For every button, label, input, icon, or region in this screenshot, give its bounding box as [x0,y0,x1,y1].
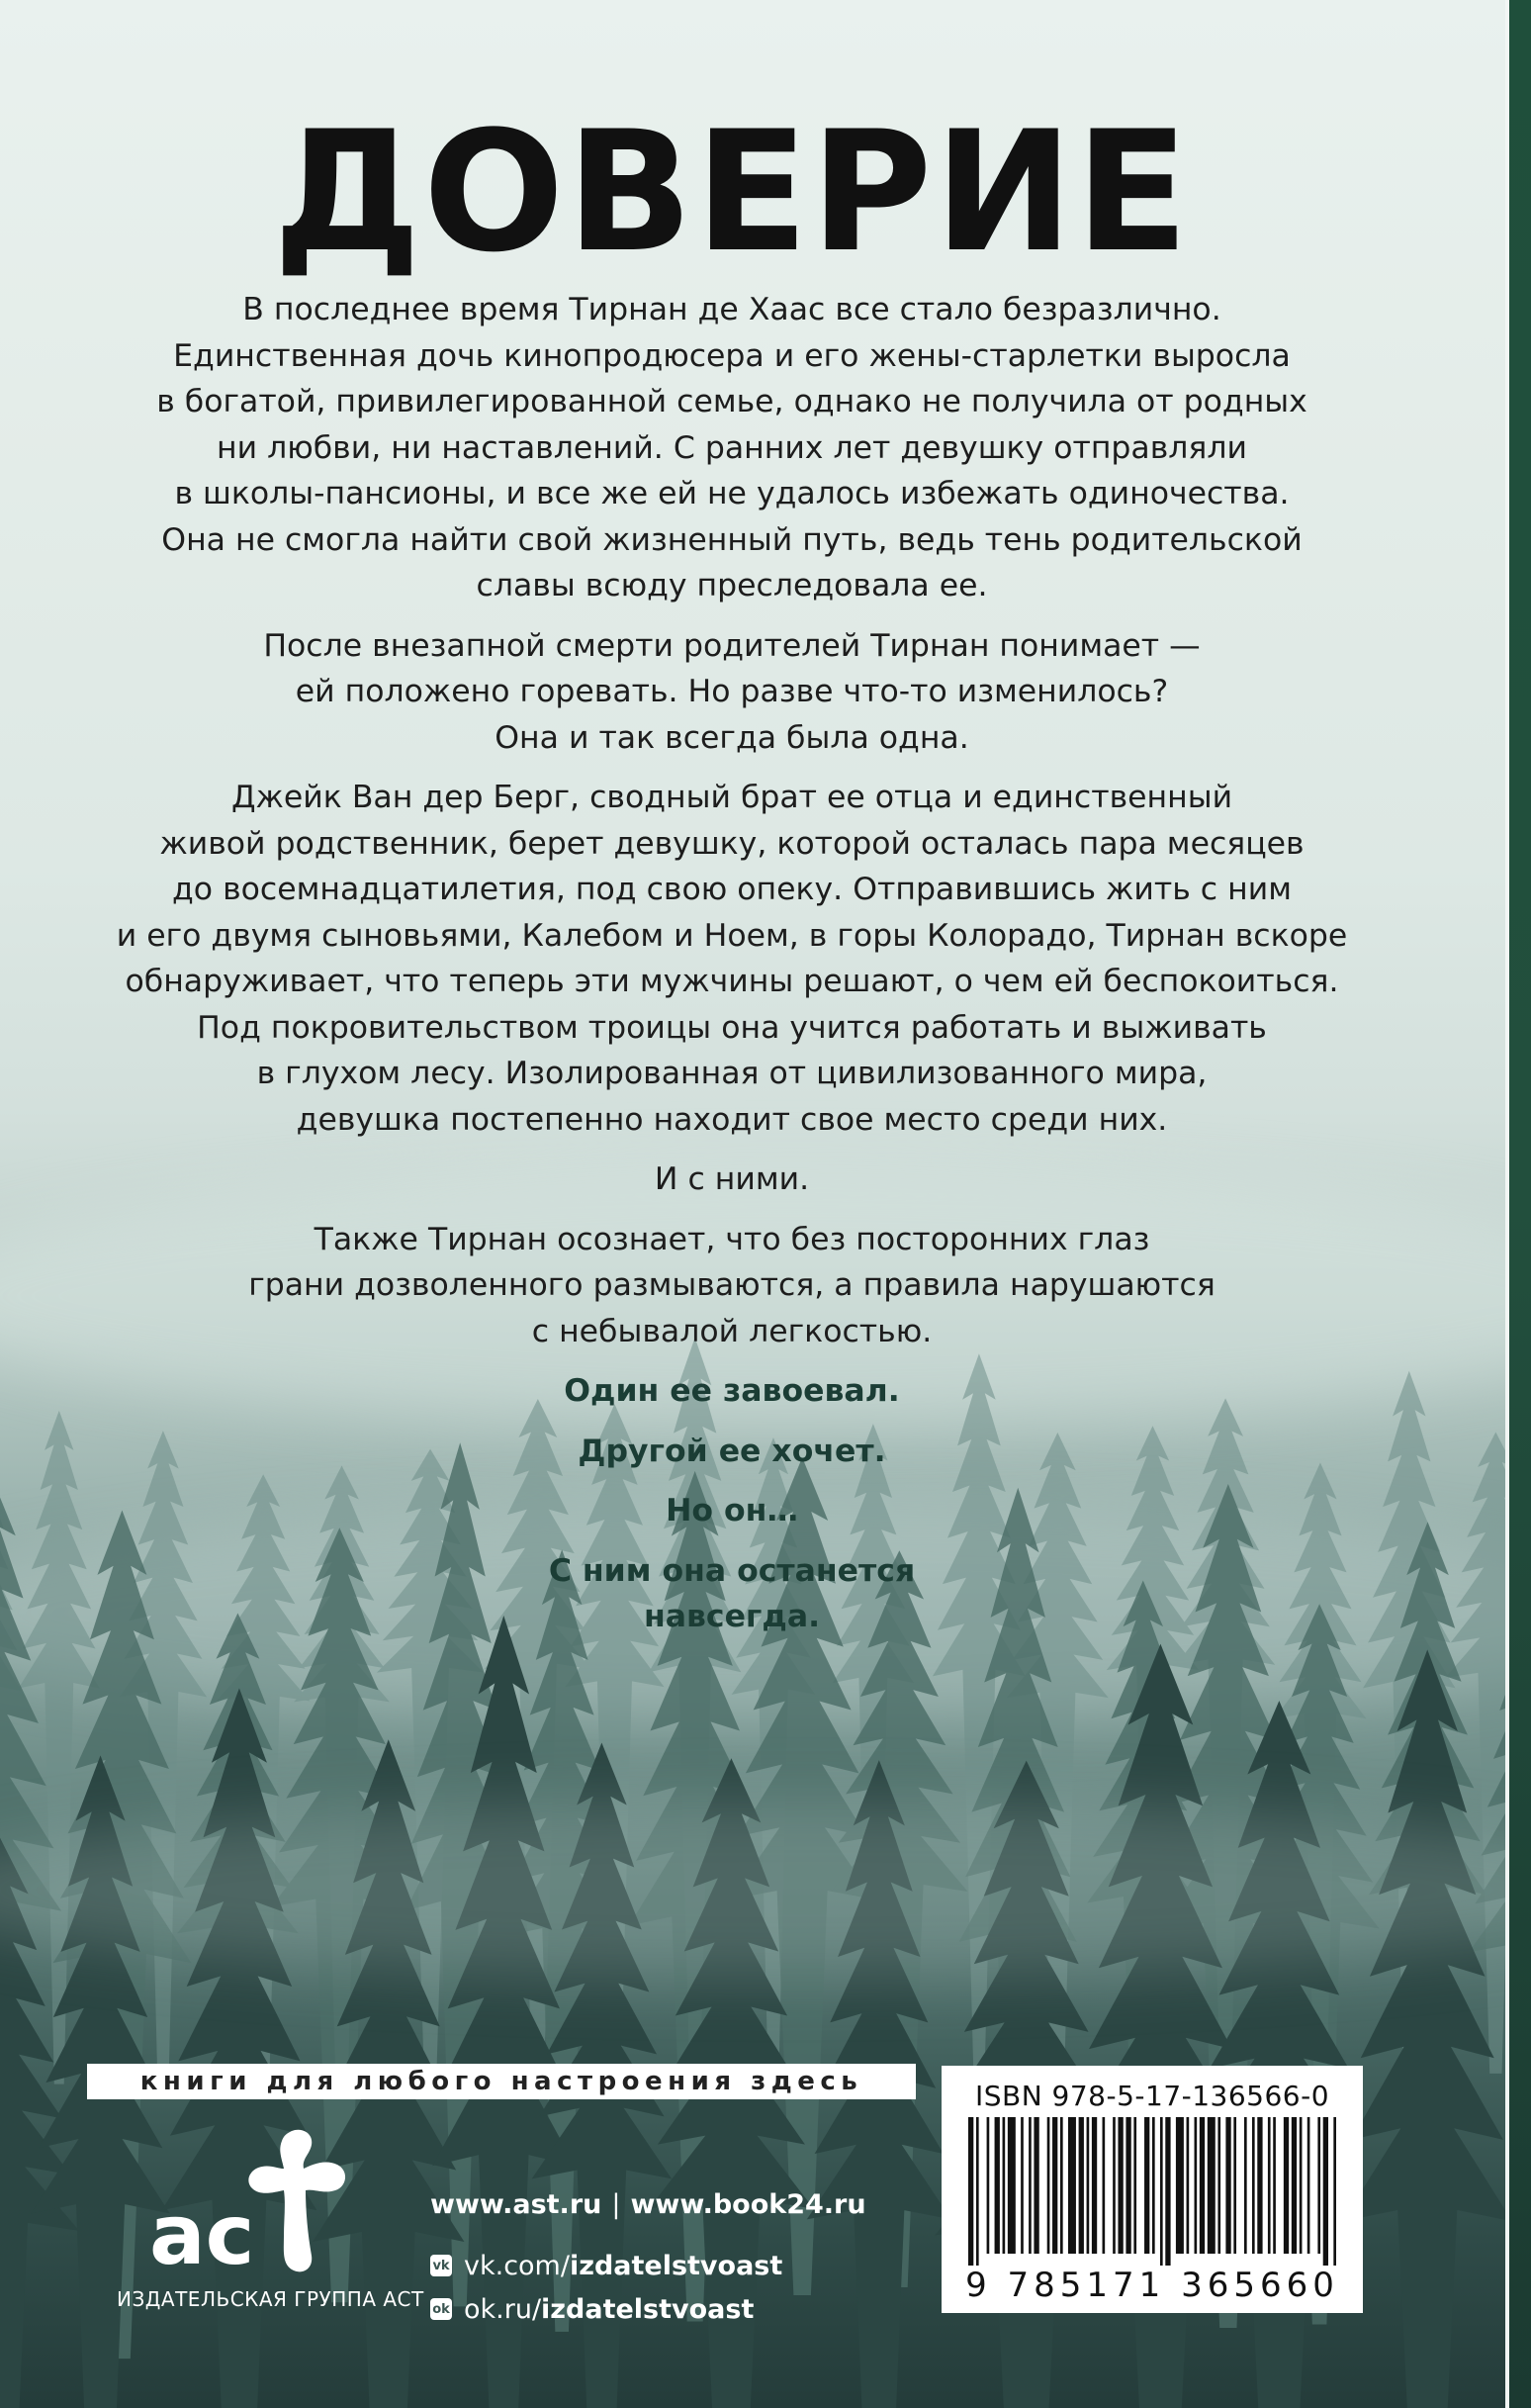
text-line: Также Тирнан осознает, что без посторонних глаз [314,1221,1150,1257]
logo-letters: ac [149,2186,255,2283]
barcode-bar [1008,2117,1016,2254]
text-line: После внезапной смерти родителей Тирнан понимает — [263,627,1201,664]
bold-line: навсегда. [643,1599,821,1634]
isbn-label: ISBN 978-5-17-136566-0 [974,2080,1330,2112]
barcode-bar [1087,2117,1090,2254]
bold-line: Один ее завоевал. [564,1373,900,1409]
text-line: грани дозволенного размываются, а правила нарушаются [248,1267,1216,1303]
text-line: и его двумя сыновьями, Калебом и Ноем, в горы Колорадо, Тирнан вскоре [116,917,1348,954]
barcode-bar [1118,2117,1123,2254]
bold-line: Но он… [666,1493,798,1528]
barcode-bar [1144,2117,1149,2254]
ok-row[interactable] [430,2289,866,2329]
text-line: Единственная дочь кинопродюсера и его жены-старлетки выросла [173,337,1291,374]
ok-prefix: ok.ru/ [464,2293,542,2325]
ok-handle: izdatelstvoast [541,2293,755,2325]
vk-prefix: vk.com/ [464,2250,570,2281]
text-line: девушка постепенно находит свое место среди них. [296,1101,1168,1138]
vk-handle: izdatelstvoast [569,2250,783,2281]
text-line: Под покровительством троицы она учится работать и выживать [197,1009,1267,1046]
barcode-bar [1257,2117,1262,2254]
website-link-book24[interactable]: www.book24.ru [630,2188,866,2220]
book-title: ДОВЕРИЕ [273,95,1191,289]
barcode-graphic [968,2117,1336,2266]
barcode-bar [1225,2117,1230,2254]
barcode-bar [1079,2117,1084,2254]
barcode-bar [1165,2117,1170,2266]
barcode-bar [1195,2117,1198,2254]
tagline-bold-lines [89,1368,1375,1640]
barcode-bar [1029,2117,1032,2254]
text-line: И с ними. [654,1161,810,1197]
text-line: В последнее время Тирнан де Хаас все стало безразлично. [242,292,1221,327]
barcode-bar [1333,2117,1336,2266]
publisher-links [430,2184,866,2333]
blurb-text [89,287,1375,1654]
barcode-bar [1217,2117,1220,2254]
barcode-bar [1273,2117,1276,2254]
ast-logo-icon [143,2125,361,2283]
barcode-bar [1317,2117,1320,2254]
blurb-paragraph-3 [89,775,1375,1143]
barcode-bar [1003,2117,1006,2254]
separator: | [611,2188,621,2220]
text-line: живой родственник, берет девушку, которой осталась пара месяцев [159,825,1305,862]
blurb-paragraph-4 [89,1157,1375,1203]
barcode-bar [1176,2117,1184,2254]
vk-icon: vk [430,2255,452,2276]
text-line: Она не смогла найти свой жизненный путь, ведь тень родительской [161,521,1303,558]
barcode-bar [1060,2117,1063,2254]
barcode-bar [1233,2117,1236,2254]
bold-line: С ним она останется [548,1552,916,1589]
text-line: Она и так всегда была одна. [495,719,969,756]
barcode-bar [1300,2117,1303,2254]
text-line: славы всюду преследовала ее. [476,568,988,603]
barcode-bar [1160,2117,1163,2266]
barcode-bar [1323,2117,1328,2266]
text-line: ни любви, ни наставлений. С ранних лет девушку отправляли [217,429,1247,466]
barcode-bar [1068,2117,1076,2254]
fog-layer [0,1801,1531,1979]
barcode-bar [1252,2117,1255,2254]
barcode-bar [995,2117,1000,2254]
isbn-digits: 9 785171 365660 [965,2266,1339,2305]
barcode-bar [1307,2117,1310,2254]
barcode-bar [1103,2117,1106,2254]
barcode-bar [1244,2117,1247,2254]
barcode-bar [987,2117,990,2254]
text-line: в богатой, привилегированной семье, однако не получила от родных [156,384,1307,419]
website-row [430,2184,866,2224]
barcode-bar [1034,2117,1038,2254]
text-line: ей положено горевать. Но разве что-то изменилось? [295,674,1169,709]
barcode-bar [1133,2117,1136,2254]
isbn-barcode-box [942,2066,1363,2313]
text-line: с небывалой легкостью. [531,1313,933,1349]
text-line: до восемнадцатилетия, под свою опеку. Отправившись жить с ним [172,872,1292,907]
barcode-bar [1152,2117,1155,2254]
barcode-bar [1268,2117,1271,2254]
website-link-ast[interactable]: www.ast.ru [430,2188,602,2220]
barcode-bar [976,2117,979,2266]
barcode-bar [1200,2117,1205,2254]
barcode-bar [1208,2117,1216,2254]
publisher-group-name: ИЗДАТЕЛЬСКАЯ ГРУППА АСТ [117,2287,424,2311]
barcode-bar [1052,2117,1057,2254]
barcode-bar [1021,2117,1024,2254]
barcode-bar [1187,2117,1190,2254]
barcode-bar [1126,2117,1130,2254]
bold-line: Другой ее хочет. [578,1433,886,1469]
series-tagline: книги для любого настроения здесь [87,2064,916,2099]
barcode-bar [968,2117,973,2266]
text-line: Джейк Ван дер Берг, сводный брат ее отца и единственный [230,780,1233,815]
barcode-bar [1047,2117,1050,2254]
barcode-bar [1092,2117,1097,2254]
blurb-paragraph-5 [89,1217,1375,1355]
barcode-bar [1292,2117,1297,2254]
text-line: в глухом лесу. Изолированная от цивилизованного мира, [256,1056,1208,1091]
text-line: в школы-пансионы, и все же ей не удалось избежать одиночества. [174,476,1290,511]
ok-icon: ok [430,2298,452,2320]
barcode-bar [1113,2117,1116,2254]
blurb-paragraph-2 [89,623,1375,762]
blurb-paragraph-1 [89,287,1375,609]
spine-strip [1509,0,1531,2408]
barcode-bar [1284,2117,1289,2254]
text-line: обнаруживает, что теперь эти мужчины решают, о чем ей беспокоиться. [125,964,1339,999]
vk-row[interactable] [430,2246,866,2285]
